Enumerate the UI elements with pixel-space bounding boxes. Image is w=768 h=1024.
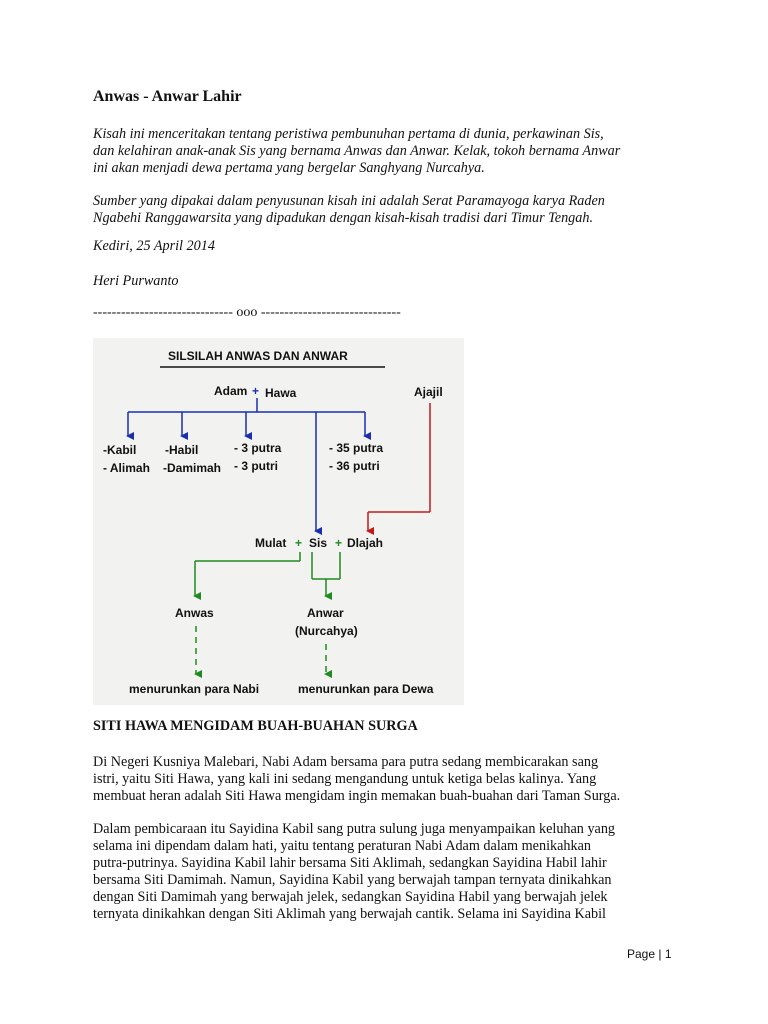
page-number: 1 [664, 947, 672, 961]
name-mulat: Mulat [255, 536, 287, 550]
child-3-putra: - 3 putra [234, 441, 282, 455]
name-sis: Sis [309, 536, 328, 550]
child-3-putri: - 3 putri [234, 459, 278, 473]
place-date: Kediri, 25 April 2014 [93, 238, 215, 254]
diagram-title: SILSILAH ANWAS DAN ANWAR [168, 349, 348, 363]
section-paragraph-2 [93, 821, 693, 923]
text-line: bersama Siti Damimah. Namun, Sayidina Kabil yang berwajah tampan ternyata dinikahkan [93, 872, 612, 888]
name-nurcahya: (Nurcahya) [295, 624, 358, 638]
text-line: membuat heran adalah Siti Hawa mengidam ingin memakan buah-buahan dari Taman Surga. [93, 788, 621, 804]
genealogy-svg [93, 338, 464, 705]
name-adam: Adam [214, 384, 248, 398]
name-ajajil: Ajajil [414, 385, 443, 399]
intro-paragraph [93, 126, 693, 177]
anwar-description: menurunkan para Dewa [298, 682, 434, 696]
page-footer [627, 947, 672, 961]
page-separator: | [658, 947, 662, 961]
genealogy-diagram [93, 338, 464, 705]
text-line: Dalam pembicaraan itu Sayidina Kabil sang putra sulung juga menyampaikan keluhan yang [93, 821, 616, 837]
child-alimah: - Alimah [103, 461, 150, 475]
text-line: selama ini dipendam dalam hati, yaitu tentang peraturan Nabi Adam dalam menikahkan [93, 838, 591, 854]
text-line: Sumber yang dipakai dalam penyusunan kisah ini adalah Serat Paramayoga karya Raden [93, 193, 605, 209]
text-line: Ngabehi Ranggawarsita yang dipadukan dengan kisah-kisah tradisi dari Timur Tengah. [93, 210, 593, 226]
document-title: Anwas - Anwar Lahir [93, 88, 242, 105]
text-line: Di Negeri Kusniya Malebari, Nabi Adam bersama para putra sedang membicarakan sang [93, 754, 599, 770]
child-36-putri: - 36 putri [329, 459, 380, 473]
child-kabil: -Kabil [103, 443, 137, 457]
text-line: dan kelahiran anak-anak Sis yang bernama Anwas dan Anwar. Kelak, tokoh bernama Anwar [93, 143, 621, 159]
plus-sign: + [295, 536, 303, 550]
name-anwas: Anwas [175, 606, 214, 620]
text-line: putra-putrinya. Sayidina Kabil lahir bersama Siti Aklimah, sedangkan Sayidina Habil lahir [93, 855, 607, 871]
text-line: ini akan menjadi dewa pertama yang bergelar Sanghyang Nurcahya. [93, 160, 485, 176]
name-anwar: Anwar [307, 606, 344, 620]
text-line: dengan Siti Damimah yang berwajah jelek, sedangkan Sayidina Habil yang berwajah jelek [93, 889, 608, 905]
author-name: Heri Purwanto [93, 273, 179, 289]
section-heading: SITI HAWA MENGIDAM BUAH-BUAHAN SURGA [93, 718, 418, 734]
anwas-description: menurunkan para Nabi [129, 682, 260, 696]
section-paragraph-1 [93, 754, 693, 805]
section-divider: ------------------------------ ooo ------------------------------ [93, 305, 401, 320]
source-paragraph [93, 193, 693, 227]
text-line: Kisah ini menceritakan tentang peristiwa pembunuhan pertama di dunia, perkawinan Sis, [93, 126, 604, 142]
text-line: ternyata dinikahkan dengan Siti Aklimah yang berwajah cantik. Selama ini Sayidina Kabil [93, 906, 606, 922]
page-label: Page [627, 947, 656, 961]
text-line: istri, yaitu Siti Hawa, yang kali ini sedang mengandung untuk ketiga belas kalinya. Yang [93, 771, 597, 787]
plus-sign: + [335, 536, 343, 550]
child-habil: -Habil [165, 443, 199, 457]
name-hawa: Hawa [265, 386, 297, 400]
plus-sign: + [252, 384, 260, 398]
child-damimah: -Damimah [163, 461, 222, 475]
child-35-putra: - 35 putra [329, 441, 384, 455]
name-dlajah: Dlajah [347, 536, 384, 550]
